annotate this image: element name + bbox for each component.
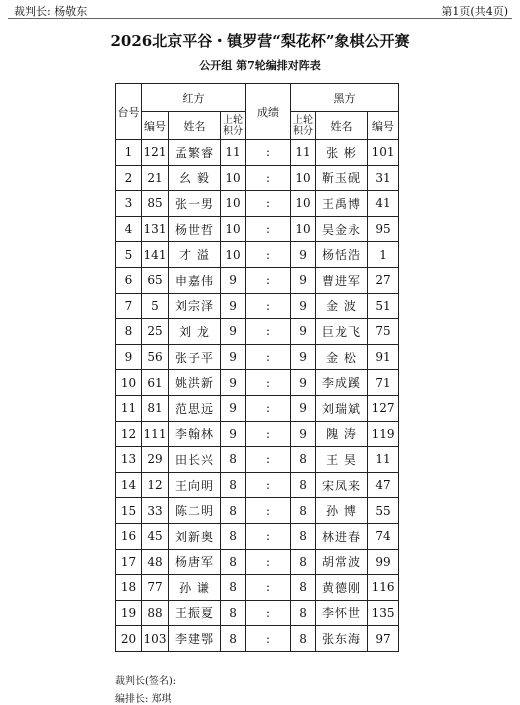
table-row — [116, 370, 399, 396]
cell-red-name: 刘 龙 — [169, 319, 221, 345]
table-row — [116, 267, 399, 293]
cell-result: : — [246, 421, 291, 447]
cell-black-score: 9 — [291, 370, 316, 396]
cell-result: : — [246, 293, 291, 319]
cell-result: : — [246, 267, 291, 293]
cell-black-no: 135 — [368, 600, 399, 626]
cell-black-score: 9 — [291, 242, 316, 268]
cell-red-name: 王向明 — [169, 472, 221, 498]
table-row — [116, 140, 399, 166]
table-row — [116, 191, 399, 217]
cell-black-no: 97 — [368, 626, 399, 652]
cell-table-no: 4 — [116, 216, 142, 242]
cell-red-name: 李建鄂 — [169, 626, 221, 652]
cell-black-score: 8 — [291, 447, 316, 473]
cell-table-no: 12 — [116, 421, 142, 447]
cell-red-no: 5 — [142, 293, 169, 319]
cell-red-name: 张一男 — [169, 191, 221, 217]
cell-red-score: 8 — [221, 575, 246, 601]
cell-black-no: 27 — [368, 267, 399, 293]
referee-signature: 裁判长(签名): — [115, 676, 177, 687]
header-black-no: 编号 — [368, 112, 399, 140]
cell-black-score: 9 — [291, 395, 316, 421]
cell-red-name: 姚洪新 — [169, 370, 221, 396]
header-table-no: 台号 — [116, 84, 142, 140]
cell-table-no: 10 — [116, 370, 142, 396]
header-red-no: 编号 — [142, 112, 169, 140]
cell-black-no: 91 — [368, 344, 399, 370]
cell-black-no: 116 — [368, 575, 399, 601]
cell-red-name: 刘宗泽 — [169, 293, 221, 319]
cell-red-score: 9 — [221, 421, 246, 447]
cell-black-score: 8 — [291, 523, 316, 549]
cell-red-score: 8 — [221, 626, 246, 652]
cell-table-no: 2 — [116, 165, 142, 191]
cell-table-no: 19 — [116, 600, 142, 626]
header-result: 成绩 — [246, 84, 291, 140]
cell-black-score: 10 — [291, 165, 316, 191]
cell-result: : — [246, 472, 291, 498]
pairing-table — [115, 83, 399, 652]
cell-result: : — [246, 600, 291, 626]
cell-black-score: 9 — [291, 421, 316, 447]
cell-black-name: 吴金永 — [316, 216, 368, 242]
cell-black-no: 55 — [368, 498, 399, 524]
cell-table-no: 11 — [116, 395, 142, 421]
cell-red-no: 111 — [142, 421, 169, 447]
cell-red-no: 65 — [142, 267, 169, 293]
cell-table-no: 13 — [116, 447, 142, 473]
cell-result: : — [246, 216, 291, 242]
cell-table-no: 8 — [116, 319, 142, 345]
page-number: 第1页(共4页) — [441, 5, 508, 18]
cell-black-score: 9 — [291, 319, 316, 345]
header-red-side: 红方 — [142, 84, 246, 112]
cell-red-score: 8 — [221, 549, 246, 575]
cell-red-score: 10 — [221, 242, 246, 268]
cell-red-score: 8 — [221, 523, 246, 549]
cell-black-no: 74 — [368, 523, 399, 549]
cell-red-name: 孙 谦 — [169, 575, 221, 601]
table-row — [116, 575, 399, 601]
cell-result: : — [246, 626, 291, 652]
cell-red-no: 56 — [142, 344, 169, 370]
cell-red-no: 48 — [142, 549, 169, 575]
cell-black-score: 11 — [291, 140, 316, 166]
table-row — [116, 293, 399, 319]
cell-black-no: 11 — [368, 447, 399, 473]
cell-table-no: 5 — [116, 242, 142, 268]
header-black-name: 姓名 — [316, 112, 368, 140]
cell-red-score: 8 — [221, 447, 246, 473]
cell-black-no: 99 — [368, 549, 399, 575]
cell-table-no: 17 — [116, 549, 142, 575]
cell-red-name: 范思远 — [169, 395, 221, 421]
cell-red-score: 9 — [221, 267, 246, 293]
cell-black-name: 曹进军 — [316, 267, 368, 293]
table-row — [116, 447, 399, 473]
table-row — [116, 523, 399, 549]
cell-result: : — [246, 575, 291, 601]
cell-table-no: 16 — [116, 523, 142, 549]
cell-red-score: 11 — [221, 140, 246, 166]
cell-table-no: 7 — [116, 293, 142, 319]
cell-red-no: 141 — [142, 242, 169, 268]
cell-black-name: 张 彬 — [316, 140, 368, 166]
table-row — [116, 421, 399, 447]
cell-black-no: 75 — [368, 319, 399, 345]
cell-red-name: 孟繁睿 — [169, 140, 221, 166]
cell-black-score: 8 — [291, 626, 316, 652]
cell-red-no: 12 — [142, 472, 169, 498]
cell-black-name: 黄德刚 — [316, 575, 368, 601]
cell-black-name: 张东海 — [316, 626, 368, 652]
table-row — [116, 165, 399, 191]
cell-black-name: 金 波 — [316, 293, 368, 319]
document-subtitle: 公开组 第7轮编排对阵表 — [199, 59, 321, 72]
cell-black-name: 林进春 — [316, 523, 368, 549]
cell-result: : — [246, 498, 291, 524]
cell-result: : — [246, 344, 291, 370]
chief-referee-header: 裁判长: 杨敬东 — [14, 5, 88, 18]
table-row — [116, 472, 399, 498]
cell-black-score: 8 — [291, 472, 316, 498]
cell-black-no: 71 — [368, 370, 399, 396]
cell-black-no: 47 — [368, 472, 399, 498]
table-row — [116, 626, 399, 652]
cell-black-no: 1 — [368, 242, 399, 268]
cell-table-no: 9 — [116, 344, 142, 370]
cell-red-score: 8 — [221, 472, 246, 498]
cell-black-name: 王 昊 — [316, 447, 368, 473]
cell-table-no: 1 — [116, 140, 142, 166]
cell-red-score: 10 — [221, 191, 246, 217]
header-black-side: 黑方 — [291, 84, 399, 112]
cell-black-name: 宋凤来 — [316, 472, 368, 498]
cell-result: : — [246, 140, 291, 166]
cell-red-name: 杨唐军 — [169, 549, 221, 575]
cell-red-score: 9 — [221, 370, 246, 396]
cell-red-name: 王振夏 — [169, 600, 221, 626]
cell-red-name: 田长兴 — [169, 447, 221, 473]
table-row — [116, 242, 399, 268]
cell-red-no: 88 — [142, 600, 169, 626]
cell-red-score: 9 — [221, 319, 246, 345]
cell-red-no: 45 — [142, 523, 169, 549]
cell-red-no: 77 — [142, 575, 169, 601]
cell-result: : — [246, 191, 291, 217]
cell-black-no: 101 — [368, 140, 399, 166]
cell-black-score: 8 — [291, 600, 316, 626]
cell-black-name: 巨龙飞 — [316, 319, 368, 345]
cell-black-name: 李成蹊 — [316, 370, 368, 396]
cell-black-no: 41 — [368, 191, 399, 217]
cell-red-score: 9 — [221, 395, 246, 421]
cell-black-no: 31 — [368, 165, 399, 191]
cell-red-name: 张子平 — [169, 344, 221, 370]
cell-black-score: 10 — [291, 216, 316, 242]
cell-result: : — [246, 165, 291, 191]
cell-result: : — [246, 319, 291, 345]
cell-red-name: 才 溢 — [169, 242, 221, 268]
cell-table-no: 6 — [116, 267, 142, 293]
cell-red-name: 李翰林 — [169, 421, 221, 447]
cell-black-name: 李怀世 — [316, 600, 368, 626]
cell-red-no: 131 — [142, 216, 169, 242]
cell-red-score: 10 — [221, 216, 246, 242]
cell-black-score: 9 — [291, 344, 316, 370]
cell-black-name: 孙 博 — [316, 498, 368, 524]
table-row — [116, 344, 399, 370]
cell-red-no: 21 — [142, 165, 169, 191]
cell-red-score: 10 — [221, 165, 246, 191]
cell-result: : — [246, 447, 291, 473]
cell-black-name: 王禹博 — [316, 191, 368, 217]
cell-result: : — [246, 549, 291, 575]
cell-result: : — [246, 370, 291, 396]
cell-red-no: 61 — [142, 370, 169, 396]
cell-table-no: 14 — [116, 472, 142, 498]
table-row — [116, 549, 399, 575]
cell-red-score: 8 — [221, 600, 246, 626]
arranger-name: 编排长: 郑琪 — [115, 694, 172, 705]
cell-black-name: 刘瑞斌 — [316, 395, 368, 421]
cell-black-score: 10 — [291, 191, 316, 217]
cell-black-name: 胡常波 — [316, 549, 368, 575]
cell-black-name: 靳玉砚 — [316, 165, 368, 191]
cell-red-no: 33 — [142, 498, 169, 524]
cell-red-score: 9 — [221, 293, 246, 319]
cell-result: : — [246, 395, 291, 421]
table-row — [116, 395, 399, 421]
table-row — [116, 498, 399, 524]
cell-red-name: 幺 毅 — [169, 165, 221, 191]
cell-red-name: 杨世哲 — [169, 216, 221, 242]
cell-table-no: 18 — [116, 575, 142, 601]
cell-table-no: 3 — [116, 191, 142, 217]
cell-black-name: 金 松 — [316, 344, 368, 370]
table-row — [116, 216, 399, 242]
cell-black-score: 8 — [291, 575, 316, 601]
cell-table-no: 20 — [116, 626, 142, 652]
cell-result: : — [246, 242, 291, 268]
cell-red-no: 121 — [142, 140, 169, 166]
cell-red-name: 刘新奥 — [169, 523, 221, 549]
document-title: 2026北京平谷・镇罗营“梨花杯”象棋公开赛 — [110, 32, 410, 50]
cell-black-score: 9 — [291, 293, 316, 319]
cell-black-no: 95 — [368, 216, 399, 242]
cell-black-name: 隗 涛 — [316, 421, 368, 447]
cell-red-score: 8 — [221, 498, 246, 524]
cell-black-name: 杨恬浩 — [316, 242, 368, 268]
cell-black-score: 8 — [291, 498, 316, 524]
table-row — [116, 600, 399, 626]
cell-table-no: 15 — [116, 498, 142, 524]
cell-red-name: 申嘉伟 — [169, 267, 221, 293]
cell-red-score: 9 — [221, 344, 246, 370]
cell-result: : — [246, 523, 291, 549]
cell-black-score: 8 — [291, 549, 316, 575]
header-divider — [8, 18, 512, 19]
cell-red-no: 85 — [142, 191, 169, 217]
table-row — [116, 319, 399, 345]
cell-black-no: 51 — [368, 293, 399, 319]
cell-red-no: 25 — [142, 319, 169, 345]
cell-red-name: 陈二明 — [169, 498, 221, 524]
header-red-name: 姓名 — [169, 112, 221, 140]
header-black-score: 上轮积分 — [291, 112, 316, 140]
header-red-score: 上轮积分 — [221, 112, 246, 140]
cell-red-no: 81 — [142, 395, 169, 421]
cell-red-no: 103 — [142, 626, 169, 652]
cell-black-no: 127 — [368, 395, 399, 421]
cell-black-score: 9 — [291, 267, 316, 293]
cell-red-no: 29 — [142, 447, 169, 473]
cell-black-no: 119 — [368, 421, 399, 447]
